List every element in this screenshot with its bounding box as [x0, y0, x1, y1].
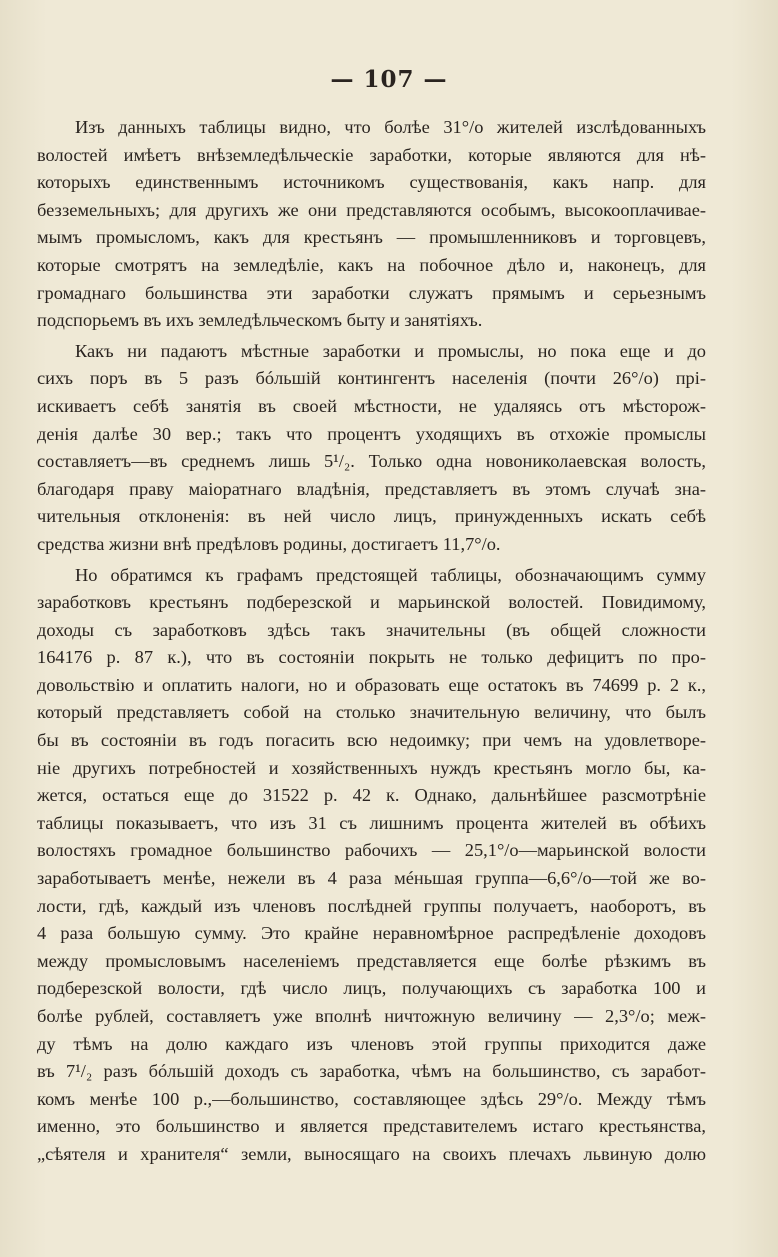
text-line: денія далѣе 30 вер.; такъ что процентъ уходящихъ въ отхожіе промыслы — [37, 423, 706, 444]
text-line: составляетъ—въ среднемъ лишь 5¹/₂. Только одна новониколаевская волость, — [37, 451, 706, 472]
text-line: лости, гдѣ, каждый изъ членовъ послѣдней группы получаетъ, наоборотъ, въ — [37, 895, 706, 916]
text-line: Какъ ни падаютъ мѣстные заработки и промыслы, но пока еще и до — [75, 340, 706, 361]
text-line: средства жизни внѣ предѣловъ родины, достигаетъ 11,7°/о. — [37, 533, 501, 554]
text-line: довольствію и оплатить налоги, но и образовать еще остатокъ въ 74699 р. 2 к., — [37, 674, 706, 695]
text-line: „сѣятеля и хранителя“ земли, выносящаго на своихъ плечахъ львиную долю — [37, 1143, 706, 1164]
text-line: которые смотрятъ на земледѣліе, какъ на побочное дѣло и, наконецъ, для — [37, 254, 706, 275]
text-line: сихъ поръ въ 5 разъ бóльшій контингентъ населенія (почти 26°/о) прі- — [37, 368, 706, 389]
text-line: жется, остаться еще до 31522 р. 42 к. Однако, дальнѣйшее разсмотрѣніе — [37, 785, 706, 806]
text-line: волостяхъ громадное большинство рабочихъ — 25,1°/о—марьинской волости — [37, 840, 706, 861]
body-text — [37, 114, 706, 1169]
text-line: въ 7¹/₂ разъ бóльшій доходъ съ заработка, чѣмъ на большинство, съ заработ- — [37, 1061, 706, 1082]
text-line: безземельныхъ; для другихъ же они представляются особымъ, высокооплачивае- — [37, 199, 706, 220]
text-line: болѣе рублей, составляетъ уже вполнѣ ничтожную величину — 2,3°/о; меж- — [37, 1006, 706, 1026]
text-line: таблицы показываетъ, что изъ 31 съ лишнимъ процента жителей въ обѣихъ — [37, 812, 706, 833]
text-line: между промысловымъ населеніемъ представляется еще болѣе рѣзкимъ въ — [37, 950, 706, 971]
text-line: заработковъ крестьянъ подберезской и марьинской волостей. Повидимому, — [37, 592, 706, 613]
text-line: бы въ состояніи въ годъ погасить всю недоимку; при чемъ на удовлетворе- — [37, 730, 706, 751]
text-line: волостей имѣетъ внѣземледѣльческіе заработки, которые являются для нѣ- — [37, 144, 706, 165]
text-line: 4 раза большую сумму. Это крайне неравномѣрное распредѣленіе доходовъ — [37, 923, 706, 944]
text-line: комъ менѣе 100 р.,—большинство, составляющее здѣсь 29°/о. Между тѣмъ — [37, 1088, 706, 1109]
page-number: — 107 — — [330, 66, 448, 93]
text-line: который представляетъ собой на столько значительную величину, что былъ — [37, 702, 706, 723]
text-line: ніе другихъ потребностей и хозяйственныхъ нуждъ крестьянъ могло бы, ка- — [37, 757, 706, 778]
text-line: громаднаго большинства эти заработки служатъ прямымъ и серьезнымъ — [37, 282, 706, 303]
text-line: ду тѣмъ на долю каждаго изъ членовъ этой группы приходится даже — [37, 1033, 706, 1054]
text-line: заработываетъ менѣе, нежели въ 4 раза мéньшая группа—6,6°/о—той же во- — [37, 868, 706, 889]
text-line: подберезской волости, гдѣ число лицъ, получающихъ съ заработка 100 и — [37, 978, 706, 999]
text-line: благодаря праву маіоратнаго владѣнія, представляетъ въ этомъ случаѣ зна- — [37, 478, 706, 499]
text-line: подспорьемъ въ ихъ земледѣльческомъ быту и занятіяхъ. — [37, 310, 483, 331]
paragraph-1 — [37, 114, 706, 335]
text-line: доходы съ заработковъ здѣсь такъ значительны (въ общей сложности — [37, 619, 706, 640]
text-line: Но обратимся къ графамъ предстоящей таблицы, обозначающимъ сумму — [75, 564, 706, 585]
text-line: 164176 р. 87 к.), что въ состояніи покрыть не только дефицитъ по про- — [37, 647, 706, 668]
text-line: чительныя отклоненія: въ ней число лицъ, принужденныхъ искать себѣ — [37, 506, 706, 527]
paragraph-2 — [37, 338, 706, 559]
paragraph-3 — [37, 562, 706, 1169]
text-line: искиваетъ себѣ занятія въ своей мѣстности, не удаляясь отъ мѣсторож- — [37, 395, 706, 416]
text-line: которыхъ единственнымъ источникомъ существованія, какъ напр. для — [37, 172, 706, 193]
text-line: Изъ данныхъ таблицы видно, что болѣе 31°/о жителей изслѣдованныхъ — [75, 117, 706, 137]
text-line: именно, это большинство и является представителемъ истаго крестьянства, — [37, 1116, 706, 1137]
text-line: мымъ промысломъ, какъ для крестьянъ — промышленниковъ и торговцевъ, — [37, 227, 706, 248]
